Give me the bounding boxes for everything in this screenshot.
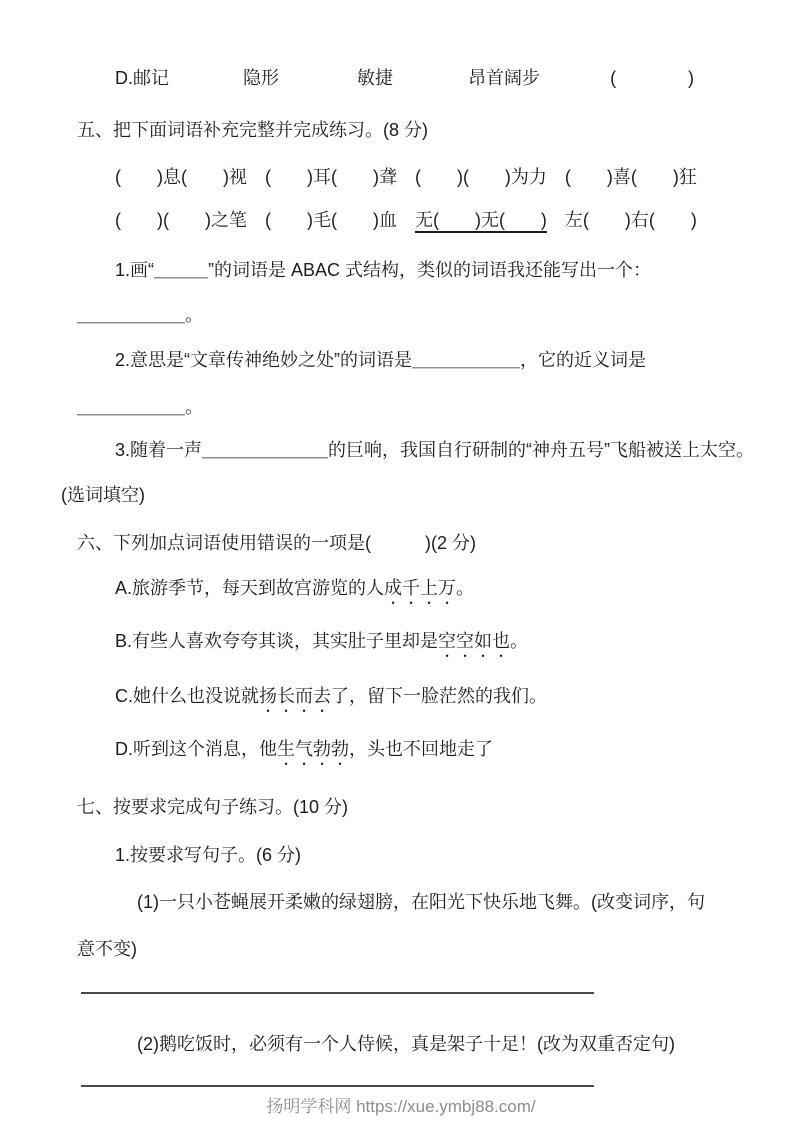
hint-choose-words: (选词填空)	[61, 485, 145, 505]
answer-bracket: ( )	[610, 68, 695, 88]
option-c-emphasized-word: 扬长而去	[259, 686, 331, 706]
sentence-2-line1: (2)鹅吃饭时，必须有一个人侍候，真是架子十足！(改为双重否定句)	[137, 1034, 675, 1054]
option-c-text: C.她什么也没说就	[115, 686, 259, 706]
option-d-emphasized-word: 生气勃勃	[277, 739, 349, 759]
word-item-1: 隐形	[243, 68, 280, 88]
option-b-emphasized-word: 空空如也	[438, 631, 511, 651]
sub-question-1-answer-blank: ＿＿＿＿＿＿。	[77, 305, 203, 325]
option-c-text-post: 了，留下一脸茫然的我们。	[331, 686, 547, 706]
word-item-3: 昂首阔步	[468, 68, 541, 88]
option-a-text-post: 。	[456, 578, 475, 598]
sentence-1-line1: (1)一只小苍蝇展开柔嫩的绿翅膀，在阳光下快乐地飞舞。(改变词序，句	[137, 892, 705, 912]
idiom-blanks-row1: ( )息( )视 ( )耳( )聋 ( )( )为力 ( )喜( )狂	[115, 167, 697, 187]
section7-sub-heading: 1.按要求写句子。(6 分)	[115, 845, 302, 865]
idiom-row2-pre: ( )( )之笔 ( )毛( )血	[115, 210, 415, 230]
section7-title: 七、按要求完成句子练习。(10 分)	[77, 797, 349, 817]
answer-line-2	[81, 1085, 594, 1087]
sub-question-2-answer-blank: ＿＿＿＿＿＿。	[77, 397, 203, 417]
idiom-row2-post: 左( )右( )	[546, 210, 697, 230]
word-item-2: 敏捷	[357, 68, 394, 88]
option-b	[115, 629, 765, 661]
option-c	[115, 684, 765, 716]
option-d-text: D.听到这个消息，他	[115, 739, 277, 759]
option-d-label: D.邮记	[115, 68, 169, 88]
option-d-text-post: ，头也不回地走了	[349, 739, 493, 759]
section6-title: 六、下列加点词语使用错误的一项是( )(2 分)	[77, 533, 476, 553]
option-d	[115, 737, 765, 769]
option-a	[115, 576, 765, 608]
option-a-emphasized-word: 成千上万	[384, 578, 457, 598]
idiom-row2-underlined: 无( )无( )	[414, 210, 547, 230]
sub-question-1: 1.画“＿＿＿”的词语是 ABAC 式结构，类似的词语我还能写出一个：	[115, 260, 652, 280]
sub-question-3: 3.随着一声＿＿＿＿＿＿＿的巨响，我国自行研制的“神舟五号”飞船被送上太空。	[115, 440, 754, 460]
sentence-1-line2: 意不变)	[77, 939, 137, 959]
sub-question-2: 2.意思是“文章传神绝妙之处”的词语是＿＿＿＿＿＿，它的近义词是	[115, 350, 646, 370]
answer-line-1	[81, 992, 594, 994]
option-b-text-post: 。	[510, 631, 529, 651]
watermark-footer	[37, 1095, 765, 1119]
idiom-blanks-row2	[115, 208, 765, 232]
watermark-text: 扬明学科网 https://xue.ymbj88.com/	[266, 1097, 536, 1116]
section5-title: 五、把下面词语补充完整并完成练习。(8 分)	[77, 120, 428, 140]
option-a-text: A.旅游季节，每天到故宫游览的人	[115, 578, 385, 598]
option-b-text: B.有些人喜欢夸夸其谈，其实肚子里却是	[115, 631, 439, 651]
question4-option-d-row	[115, 66, 765, 90]
